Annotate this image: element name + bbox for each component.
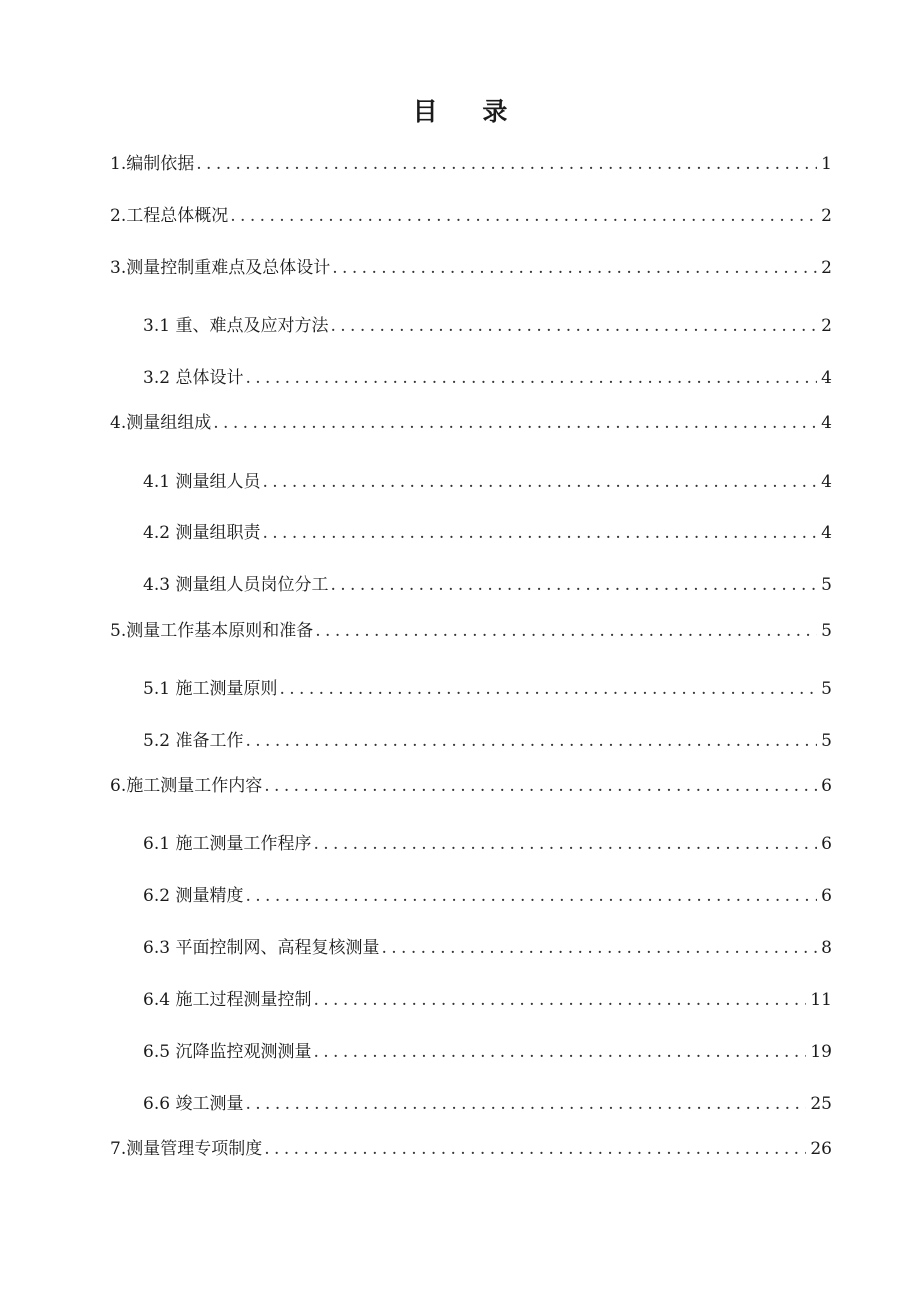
toc-dot-leader — [381, 936, 817, 960]
toc-page-number: 2 — [821, 316, 832, 336]
toc-page-number: 5 — [821, 575, 832, 595]
toc-dot-leader — [262, 521, 817, 545]
toc-entry-text: 6.施工测量工作内容 — [110, 776, 263, 796]
toc-entry[interactable] — [143, 470, 832, 494]
toc-page-number: 4 — [821, 413, 832, 433]
toc-entry-text: 4.3 测量组人员岗位分工 — [143, 575, 329, 595]
toc-page-number: 6 — [821, 886, 832, 906]
toc-entry-text: 6.4 施工过程测量控制 — [143, 990, 312, 1010]
toc-entry[interactable] — [143, 729, 832, 753]
toc-page-number: 2 — [821, 258, 832, 278]
toc-entry[interactable] — [110, 774, 832, 798]
toc-dot-leader — [196, 152, 817, 176]
toc-page-number: 25 — [810, 1094, 832, 1114]
toc-dot-leader — [245, 884, 817, 908]
toc-entry[interactable] — [110, 619, 832, 643]
toc-entry-text: 5.测量工作基本原则和准备 — [110, 621, 314, 641]
toc-dot-leader — [279, 677, 817, 701]
toc-page-number: 4 — [821, 523, 832, 543]
toc-entry[interactable] — [143, 1092, 832, 1116]
toc-entry-text: 3.2 总体设计 — [143, 368, 244, 388]
toc-dot-leader — [245, 1092, 806, 1116]
toc-entry-text: 5.2 准备工作 — [143, 731, 244, 751]
toc-page-number: 4 — [821, 472, 832, 492]
toc-dot-leader — [330, 573, 817, 597]
toc-entry[interactable] — [143, 988, 832, 1012]
toc-entry[interactable] — [143, 366, 832, 390]
toc-dot-leader — [330, 314, 817, 338]
toc-entry[interactable] — [110, 256, 832, 280]
toc-page-number: 11 — [810, 990, 832, 1010]
toc-dot-leader — [245, 366, 817, 390]
toc-entry-text: 6.3 平面控制网、高程复核测量 — [143, 938, 380, 958]
toc-page-number: 26 — [810, 1139, 832, 1159]
toc-entry[interactable] — [143, 573, 832, 597]
toc-page-number: 5 — [821, 679, 832, 699]
toc-page-number: 1 — [821, 154, 832, 174]
toc-entry[interactable] — [110, 204, 832, 228]
toc-page-number: 2 — [821, 206, 832, 226]
toc-page-number: 19 — [810, 1042, 832, 1062]
toc-dot-leader — [262, 470, 817, 494]
toc-entry[interactable] — [143, 1040, 832, 1064]
toc-entry-text: 3.1 重、难点及应对方法 — [143, 316, 329, 336]
toc-entry[interactable] — [143, 314, 832, 338]
toc-dot-leader — [332, 256, 817, 280]
toc-title: 目 录 — [412, 97, 526, 126]
toc-dot-leader — [264, 774, 817, 798]
toc-entry-text: 6.6 竣工测量 — [143, 1094, 244, 1114]
toc-page-number: 4 — [821, 368, 832, 388]
toc-entry-text: 4.1 测量组人员 — [143, 472, 261, 492]
toc-entry-text: 4.2 测量组职责 — [143, 523, 261, 543]
toc-entry-text: 6.1 施工测量工作程序 — [143, 834, 312, 854]
toc-dot-leader — [264, 1137, 806, 1161]
toc-entry[interactable] — [143, 936, 832, 960]
toc-entry-text: 7.测量管理专项制度 — [110, 1139, 263, 1159]
toc-page-number: 6 — [821, 776, 832, 796]
toc-dot-leader — [213, 411, 817, 435]
toc-dot-leader — [230, 204, 817, 228]
toc-dot-leader — [315, 619, 817, 643]
toc-entry[interactable] — [143, 884, 832, 908]
toc-dot-leader — [245, 729, 817, 753]
toc-entry-text: 6.5 沉降监控观测测量 — [143, 1042, 312, 1062]
toc-entry-text: 4.测量组组成 — [110, 413, 212, 433]
toc-entry-text: 1.编制依据 — [110, 154, 195, 174]
toc-entry[interactable] — [143, 677, 832, 701]
toc-page-number: 5 — [821, 621, 832, 641]
toc-entry-text: 3.测量控制重难点及总体设计 — [110, 258, 331, 278]
toc-page-number: 5 — [821, 731, 832, 751]
toc-dot-leader — [313, 1040, 806, 1064]
toc-entry-text: 2.工程总体概况 — [110, 206, 229, 226]
toc-entry[interactable] — [110, 1137, 832, 1161]
toc-page-number: 8 — [821, 938, 832, 958]
toc-dot-leader — [313, 988, 806, 1012]
toc-entry[interactable] — [110, 411, 832, 435]
toc-entry[interactable] — [143, 521, 832, 545]
toc-entry-text: 6.2 测量精度 — [143, 886, 244, 906]
toc-entry-text: 5.1 施工测量原则 — [143, 679, 278, 699]
toc-page-number: 6 — [821, 834, 832, 854]
toc-dot-leader — [313, 832, 817, 856]
toc-entry[interactable] — [143, 832, 832, 856]
toc-entry[interactable] — [110, 152, 832, 176]
